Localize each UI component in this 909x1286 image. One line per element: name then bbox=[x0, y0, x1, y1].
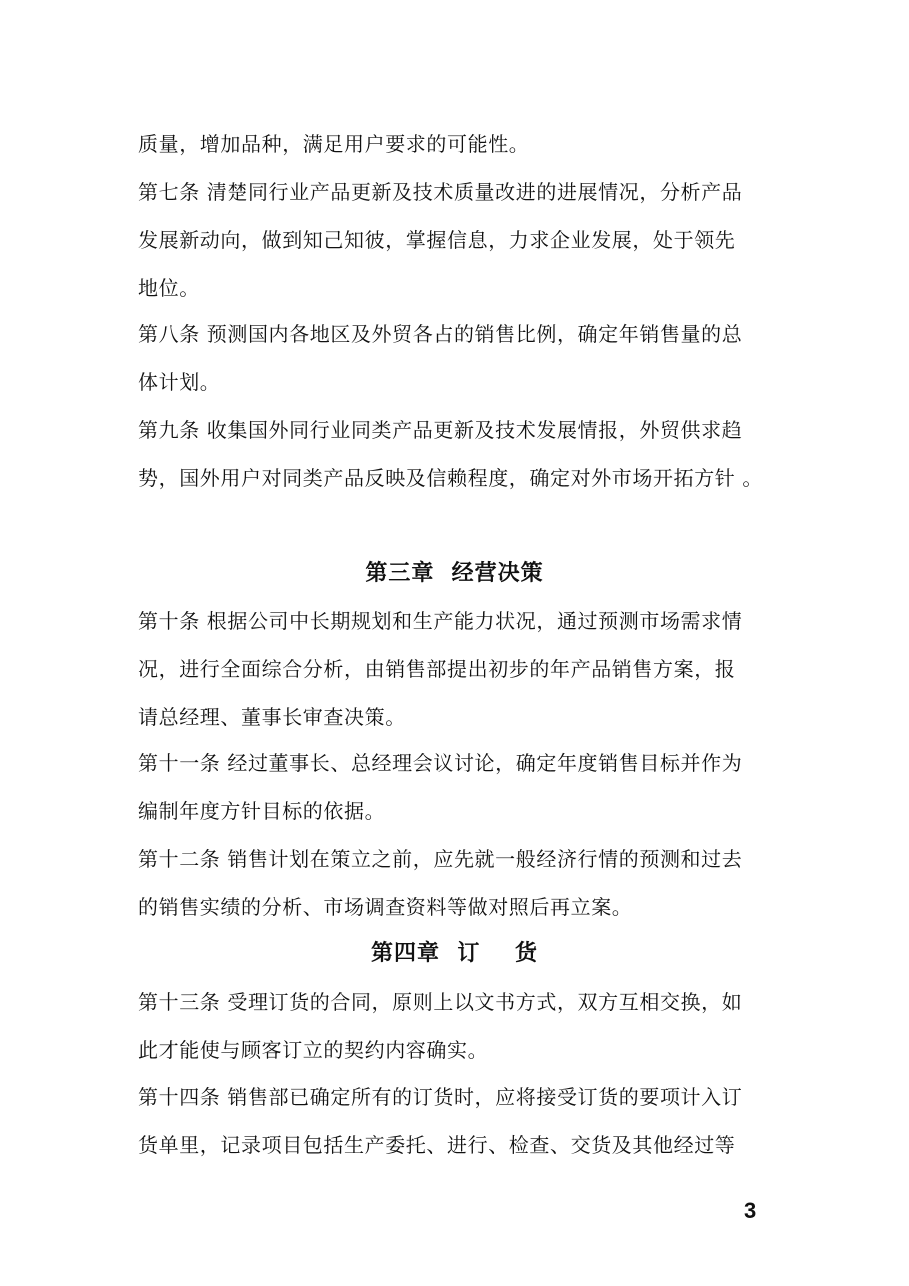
text-line: 质量，增加品种，满足用户要求的可能性。 bbox=[138, 132, 530, 156]
text-line: 发展新动向，做到知己知彼，掌握信息，力求企业发展，处于领先 bbox=[138, 228, 736, 252]
chapter-heading: 第四章 订 货 bbox=[371, 941, 538, 966]
text-line: 第十条 根据公司中长期规划和生产能力状况，通过预测市场需求情 bbox=[138, 609, 743, 633]
text-line: 请总经理、董事长审查决策。 bbox=[138, 705, 406, 729]
page-number: 3 bbox=[744, 1198, 757, 1223]
text-line: 第十三条 受理订货的合同，原则上以文书方式，双方互相交换，如 bbox=[138, 990, 743, 1014]
text-line: 第八条 预测国内各地区及外贸各占的销售比例，确定年销售量的总 bbox=[138, 322, 743, 346]
text-line: 第十四条 销售部已确定所有的订货时，应将接受订货的要项计入订 bbox=[138, 1085, 743, 1109]
text-line: 第九条 收集国外同行业同类产品更新及技术发展情报，外贸供求趋 bbox=[138, 418, 743, 442]
text-line: 地位。 bbox=[138, 276, 200, 300]
text-line: 第十一条 经过董事长、总经理会议讨论，确定年度销售目标并作为 bbox=[138, 751, 743, 775]
text-line: 此才能使与顾客订立的契约内容确实。 bbox=[138, 1038, 489, 1062]
text-line: 况，进行全面综合分析，由销售部提出初步的年产品销售方案，报 bbox=[138, 657, 736, 681]
text-line: 的销售实绩的分析、市场调查资料等做对照后再立案。 bbox=[138, 895, 633, 919]
text-line: 货单里，记录项目包括生产委托、进行、检查、交货及其他经过等 bbox=[138, 1133, 736, 1157]
chapter-heading: 第三章 经营决策 bbox=[365, 561, 544, 586]
text-line: 第十二条 销售计划在策立之前，应先就一般经济行情的预测和过去 bbox=[138, 847, 743, 871]
text-line: 体计划。 bbox=[138, 370, 221, 394]
text-line: 编制年度方针目标的依据。 bbox=[138, 799, 386, 823]
text-line: 势，国外用户对同类产品反映及信赖程度，确定对外市场开拓方针 。 bbox=[138, 466, 763, 490]
text-line: 第七条 清楚同行业产品更新及技术质量改进的进展情况，分析产品 bbox=[138, 180, 743, 204]
